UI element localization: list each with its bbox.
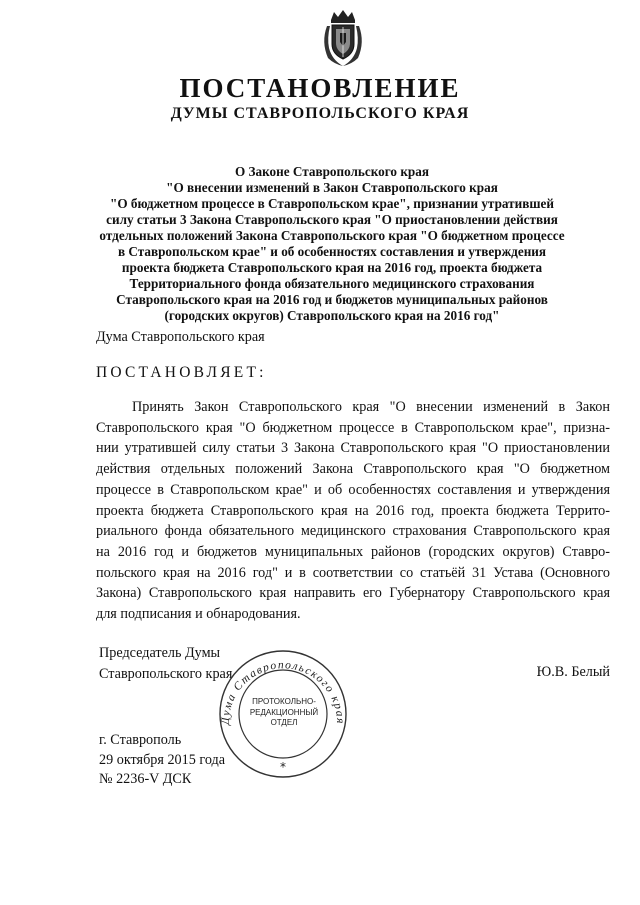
document-footer bbox=[99, 731, 225, 790]
stamp-line: ПРОТОКОЛЬНО- bbox=[252, 697, 316, 706]
document-issuer: ДУМЫ СТАВРОПОЛЬСКОГО КРАЯ bbox=[170, 105, 470, 122]
title-line: отдельных положений Закона Ставропольского края "О бюджетном процессе bbox=[99, 228, 565, 243]
paragraph-line: проекта бюджета Ставропольского края на 2016 год, проекта бюджета Террито- bbox=[96, 502, 610, 519]
paragraph-line: риального фонда обязательного медицинского страхования Ставропольского края bbox=[96, 523, 610, 540]
title-line: (городских округов) Ставропольского края на 2016 год" bbox=[164, 308, 500, 323]
duma-label: Дума Ставропольского края bbox=[96, 329, 265, 345]
paragraph-line: Принять Закон Ставропольского края "О внесении изменений в Закон bbox=[132, 399, 610, 415]
title-line: Ставропольского края на 2016 год и бюджетов муниципальных районов bbox=[116, 292, 548, 307]
coat-of-arms-icon bbox=[318, 8, 368, 68]
title-line: "О внесении изменений в Закон Ставропольского края bbox=[166, 180, 498, 195]
document-date: 29 октября 2015 года bbox=[99, 751, 226, 768]
decree-heading: ПОСТАНОВЛЯЕТ: bbox=[96, 364, 267, 381]
chair-line: Председатель Думы bbox=[99, 645, 221, 661]
document-type: ПОСТАНОВЛЕНИЕ bbox=[179, 73, 461, 103]
stamp-ring-text: Дума Ставропольского края bbox=[219, 659, 347, 726]
paragraph-line: Закона) Ставропольского края направить его Губернатору Ставропольского края bbox=[96, 585, 610, 602]
paragraph-line: Ставропольского края "О бюджетном процессе в Ставропольском крае", призна- bbox=[96, 419, 610, 436]
title-line: "О бюджетном процессе в Ставропольском крае", признании утратившей bbox=[110, 196, 554, 211]
title-line: проекта бюджета Ставропольского края на 2016 год, проекта бюджета bbox=[121, 260, 543, 275]
paragraph-line: нии утратившей силу статьи 3 Закона Ставропольского края "О приостановлении bbox=[96, 440, 610, 457]
title-line: в Ставропольском крае" и об особенностях составления и утверждения bbox=[117, 244, 547, 259]
title-line: О Законе Ставропольского края bbox=[235, 164, 429, 179]
document-number: № 2236-V ДСК bbox=[99, 771, 192, 787]
chair-line: Ставропольского края bbox=[99, 665, 233, 682]
stamp-star: * bbox=[280, 760, 286, 774]
document-title bbox=[90, 164, 574, 324]
paragraph-line: польского края на 2016 год" и в соответствии со статьёй 31 Устава (Основного bbox=[96, 564, 610, 581]
stamp-line: ОТДЕЛ bbox=[270, 718, 298, 727]
stamp-line: РЕДАКЦИОННЫЙ bbox=[249, 707, 319, 717]
title-line: Территориального фонда обязательного медицинского страхования bbox=[129, 276, 535, 291]
signer-name: Ю.В. Белый bbox=[536, 664, 610, 680]
decree-paragraph bbox=[96, 397, 610, 625]
stamp-inner-text bbox=[246, 697, 322, 729]
paragraph-line: действия отдельных положений Закона Ставропольского края "О бюджетном bbox=[96, 461, 610, 478]
paragraph-line: на 2016 год и бюджетов муниципальных районов (городских округов) Ставро- bbox=[96, 543, 610, 560]
title-line: силу статьи 3 Закона Ставропольского края "О приостановлении действия bbox=[106, 212, 558, 227]
paragraph-line: для подписания и обнародования. bbox=[96, 606, 301, 623]
paragraph-line: процессе в Ставропольском крае" и об особенностях составления и утверждения bbox=[96, 481, 610, 498]
place: г. Ставрополь bbox=[99, 732, 182, 748]
